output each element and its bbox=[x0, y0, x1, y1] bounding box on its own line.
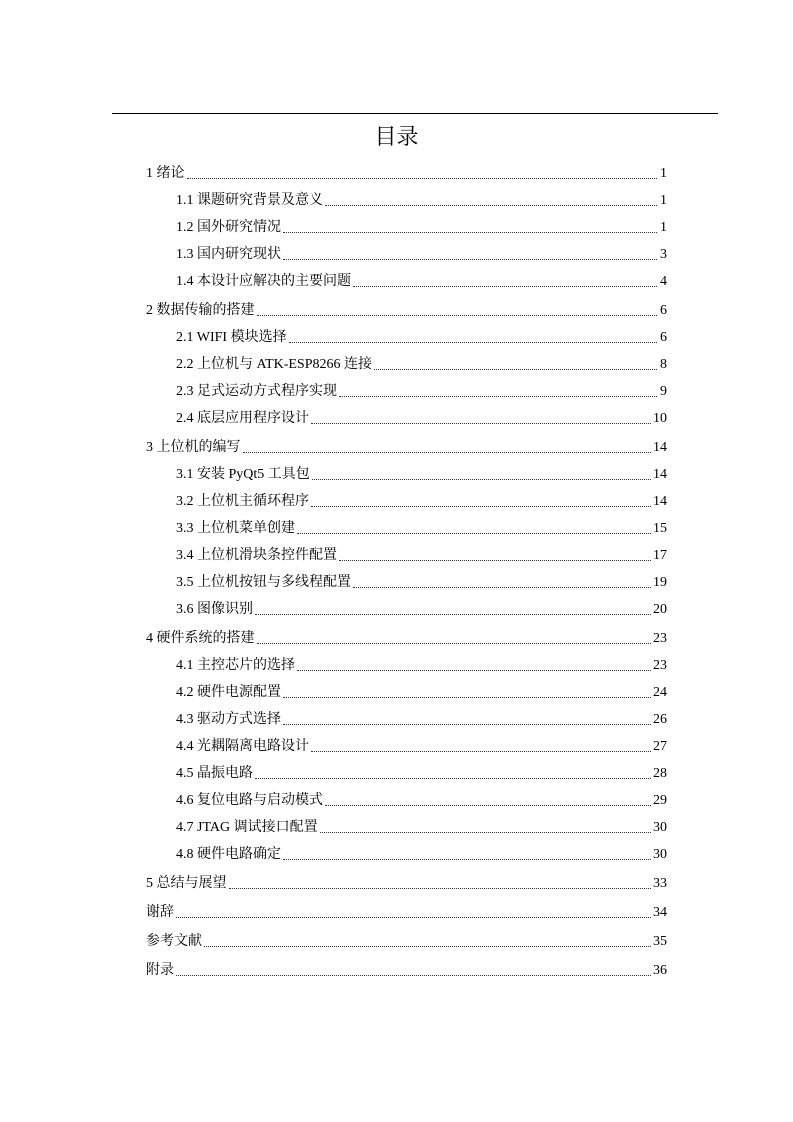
toc-entry[interactable] bbox=[146, 405, 667, 432]
toc-entry-page: 1 bbox=[660, 220, 667, 235]
toc-entry-page: 1 bbox=[660, 166, 667, 181]
toc-leader-dots bbox=[339, 378, 657, 405]
toc-entry[interactable] bbox=[146, 899, 667, 926]
toc-entry-label: 3.4 上位机滑块条控件配置 bbox=[176, 548, 337, 563]
toc-entry-label: 5 总结与展望 bbox=[146, 876, 227, 891]
toc-entry-label: 4.2 硬件电源配置 bbox=[176, 685, 281, 700]
toc-entry[interactable] bbox=[146, 542, 667, 569]
toc-entry[interactable] bbox=[146, 488, 667, 515]
toc-entry-label: 4.8 硬件电路确定 bbox=[176, 847, 281, 862]
toc-entry-page: 26 bbox=[653, 712, 667, 727]
toc-leader-dots bbox=[353, 569, 651, 596]
toc-entry-page: 27 bbox=[653, 739, 667, 754]
toc-entry[interactable] bbox=[146, 515, 667, 542]
toc-entry-page: 35 bbox=[653, 934, 667, 949]
toc-entry-label: 2.3 足式运动方式程序实现 bbox=[176, 384, 337, 399]
toc-entry-page: 6 bbox=[660, 303, 667, 318]
toc-entry-page: 10 bbox=[653, 411, 667, 426]
toc-entry[interactable] bbox=[146, 841, 667, 868]
toc-leader-dots bbox=[243, 434, 652, 461]
toc-entry[interactable] bbox=[146, 787, 667, 814]
toc-entry-label: 4.4 光耦隔离电路设计 bbox=[176, 739, 309, 754]
toc-entry-page: 8 bbox=[660, 357, 667, 372]
toc-entry-page: 30 bbox=[653, 847, 667, 862]
toc-entry-label: 1.2 国外研究情况 bbox=[176, 220, 281, 235]
toc-entry-label: 3.5 上位机按钮与多线程配置 bbox=[176, 575, 351, 590]
toc-leader-dots bbox=[325, 787, 651, 814]
toc-entry[interactable] bbox=[146, 652, 667, 679]
toc-leader-dots bbox=[311, 488, 651, 515]
toc-leader-dots bbox=[283, 706, 651, 733]
toc-entry-page: 29 bbox=[653, 793, 667, 808]
toc-leader-dots bbox=[187, 160, 658, 187]
toc-entry-label: 4.3 驱动方式选择 bbox=[176, 712, 281, 727]
toc-entry-label: 谢辞 bbox=[146, 905, 174, 920]
toc-entry-page: 3 bbox=[660, 247, 667, 262]
toc-entry-label: 1 绪论 bbox=[146, 166, 185, 181]
toc-entry-label: 1.1 课题研究背景及意义 bbox=[176, 193, 323, 208]
toc-leader-dots bbox=[283, 679, 651, 706]
toc-entry[interactable] bbox=[146, 760, 667, 787]
toc-entry[interactable] bbox=[146, 870, 667, 897]
toc-entry-page: 17 bbox=[653, 548, 667, 563]
toc-entry[interactable] bbox=[146, 596, 667, 623]
toc-entry-label: 2 数据传输的搭建 bbox=[146, 303, 255, 318]
toc-leader-dots bbox=[325, 187, 657, 214]
toc-entry-page: 23 bbox=[653, 658, 667, 673]
toc-leader-dots bbox=[283, 241, 657, 268]
toc-entry-page: 14 bbox=[653, 494, 667, 509]
toc-entry-page: 1 bbox=[660, 193, 667, 208]
toc-leader-dots bbox=[255, 760, 651, 787]
toc-entry[interactable] bbox=[146, 679, 667, 706]
toc-entry-page: 24 bbox=[653, 685, 667, 700]
toc-entry-label: 3.2 上位机主循环程序 bbox=[176, 494, 309, 509]
table-of-contents bbox=[146, 160, 667, 984]
toc-entry-label: 2.4 底层应用程序设计 bbox=[176, 411, 309, 426]
toc-entry-label: 2.2 上位机与 ATK-ESP8266 连接 bbox=[176, 357, 373, 372]
toc-leader-dots bbox=[312, 461, 651, 488]
toc-entry[interactable] bbox=[146, 268, 667, 295]
toc-entry-page: 34 bbox=[653, 905, 667, 920]
toc-entry-label: 1.4 本设计应解决的主要问题 bbox=[176, 274, 351, 289]
toc-entry-page: 4 bbox=[660, 274, 667, 289]
toc-entry-page: 14 bbox=[653, 440, 667, 455]
toc-leader-dots bbox=[320, 814, 651, 841]
toc-leader-dots bbox=[283, 214, 657, 241]
toc-entry-label: 4.5 晶振电路 bbox=[176, 766, 253, 781]
toc-entry-page: 23 bbox=[653, 631, 667, 646]
toc-leader-dots bbox=[311, 405, 651, 432]
toc-entry-label: 参考文献 bbox=[146, 934, 202, 949]
toc-entry-label: 4 硬件系统的搭建 bbox=[146, 631, 255, 646]
toc-leader-dots bbox=[297, 515, 651, 542]
toc-entry[interactable] bbox=[146, 297, 667, 324]
toc-leader-dots bbox=[283, 841, 651, 868]
toc-leader-dots bbox=[339, 542, 651, 569]
toc-entry-page: 14 bbox=[653, 467, 667, 482]
toc-entry[interactable] bbox=[146, 569, 667, 596]
toc-entry[interactable] bbox=[146, 814, 667, 841]
toc-entry[interactable] bbox=[146, 957, 667, 984]
toc-entry[interactable] bbox=[146, 241, 667, 268]
toc-entry-page: 30 bbox=[653, 820, 667, 835]
toc-entry[interactable] bbox=[146, 160, 667, 187]
toc-entry-label: 附录 bbox=[146, 963, 174, 978]
toc-entry-page: 20 bbox=[653, 602, 667, 617]
toc-entry-label: 3.1 安装 PyQt5 工具包 bbox=[176, 467, 310, 482]
toc-entry[interactable] bbox=[146, 378, 667, 405]
toc-leader-dots bbox=[176, 957, 651, 984]
toc-entry-page: 9 bbox=[660, 384, 667, 399]
toc-leader-dots bbox=[311, 733, 651, 760]
toc-entry[interactable] bbox=[146, 187, 667, 214]
toc-entry[interactable] bbox=[146, 214, 667, 241]
toc-leader-dots bbox=[204, 928, 651, 955]
toc-leader-dots bbox=[257, 297, 658, 324]
toc-entry-label: 1.3 国内研究现状 bbox=[176, 247, 281, 262]
toc-entry-label: 4.6 复位电路与启动模式 bbox=[176, 793, 323, 808]
toc-leader-dots bbox=[176, 899, 651, 926]
toc-entry-label: 4.1 主控芯片的选择 bbox=[176, 658, 295, 673]
toc-entry-page: 15 bbox=[653, 521, 667, 536]
toc-entry[interactable] bbox=[146, 928, 667, 955]
toc-entry[interactable] bbox=[146, 324, 667, 351]
toc-leader-dots bbox=[297, 652, 651, 679]
toc-title: 目录 bbox=[374, 125, 419, 150]
toc-entry-label: 2.1 WIFI 模块选择 bbox=[176, 330, 287, 345]
toc-entry-page: 33 bbox=[653, 876, 667, 891]
toc-entry-label: 4.7 JTAG 调试接口配置 bbox=[176, 820, 318, 835]
toc-entry[interactable] bbox=[146, 733, 667, 760]
toc-entry-label: 3.3 上位机菜单创建 bbox=[176, 521, 295, 536]
toc-entry[interactable] bbox=[146, 461, 667, 488]
toc-entry-page: 19 bbox=[653, 575, 667, 590]
toc-entry-page: 6 bbox=[660, 330, 667, 345]
toc-entry[interactable] bbox=[146, 434, 667, 461]
header-rule bbox=[112, 113, 718, 114]
toc-entry-label: 3 上位机的编写 bbox=[146, 440, 241, 455]
toc-entry-page: 36 bbox=[653, 963, 667, 978]
toc-entry-page: 28 bbox=[653, 766, 667, 781]
toc-leader-dots bbox=[353, 268, 657, 295]
toc-leader-dots bbox=[374, 351, 657, 378]
toc-entry[interactable] bbox=[146, 625, 667, 652]
toc-entry[interactable] bbox=[146, 351, 667, 378]
toc-entry[interactable] bbox=[146, 706, 667, 733]
toc-entry-label: 3.6 图像识别 bbox=[176, 602, 253, 617]
toc-leader-dots bbox=[257, 625, 652, 652]
toc-leader-dots bbox=[229, 870, 652, 897]
toc-leader-dots bbox=[255, 596, 651, 623]
toc-leader-dots bbox=[289, 324, 657, 351]
